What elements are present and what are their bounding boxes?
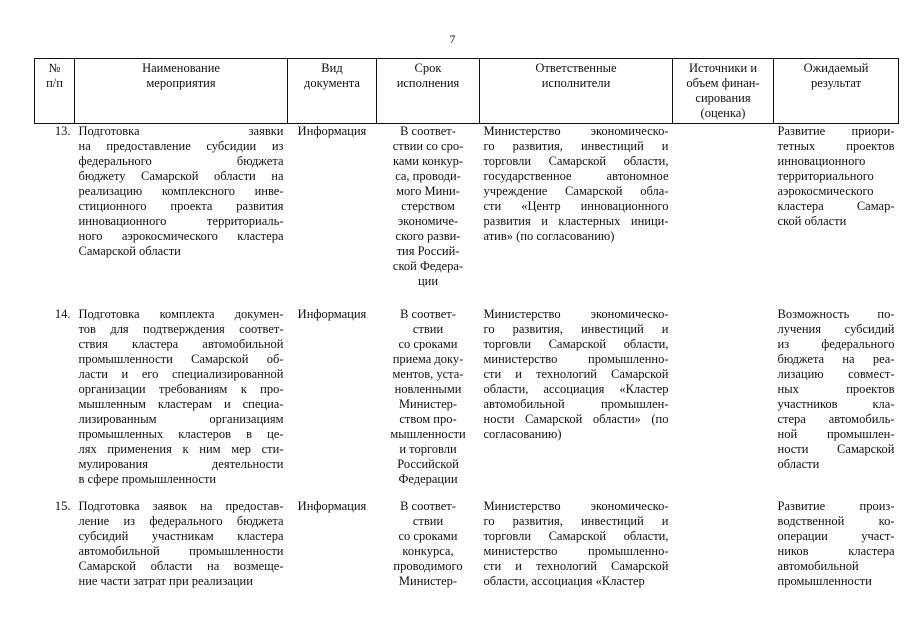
cell-line: инновационного территориаль- <box>78 214 284 228</box>
cell-line: ции <box>417 274 439 288</box>
cell-line: сти и технологий Самарской <box>483 559 669 573</box>
cell-line: промышленности Самарской об- <box>78 352 284 366</box>
responsible-executors <box>480 307 673 499</box>
header-doc-type <box>288 59 377 124</box>
header-line: Наименование <box>142 61 220 75</box>
cell-line: Российской <box>397 457 459 471</box>
header-line: Ожидаемый <box>803 61 869 75</box>
cell-line: мого Мини- <box>396 184 460 198</box>
cell-line: автомобильной <box>777 559 859 573</box>
cell-line: ментов, уста- <box>392 367 464 381</box>
cell-line: ление из федерального бюджета <box>78 514 284 528</box>
cell-line: проводимого <box>393 559 463 573</box>
funding-source <box>673 307 774 499</box>
execution-term <box>377 307 480 499</box>
cell-line: аэрокосмического <box>777 184 874 198</box>
cell-line: бюджету Самарской области на <box>78 169 284 183</box>
cell-line: новленными <box>394 382 462 396</box>
cell-line: водственной ко- <box>777 514 895 528</box>
cell-line: ствии со сро- <box>392 139 464 153</box>
cell-line: торговли Самарской области, <box>483 529 669 543</box>
header-result <box>774 59 899 124</box>
event-name <box>75 499 288 609</box>
cell-line: развития и кластерных иници- <box>483 214 669 228</box>
cell-line: промышленности <box>777 574 872 588</box>
cell-line: атив» (по согласованию) <box>483 229 615 243</box>
header-num <box>35 59 75 124</box>
cell-line: Развитие приори- <box>777 124 895 138</box>
cell-line: ной промышлен- <box>777 427 895 441</box>
cell-line: сти «Центр инновационного <box>483 199 669 213</box>
row-number: 14. <box>54 307 71 321</box>
cell-line: организации требованиям к про- <box>78 382 284 396</box>
table-row <box>35 499 899 609</box>
cell-line: лях применения к ним мер сти- <box>78 442 284 456</box>
cell-line: согласованию) <box>483 427 562 441</box>
cell-line: Подготовка комплекта докумен- <box>78 307 284 321</box>
cell-line: ской Федера- <box>392 259 464 273</box>
funding-source <box>673 499 774 609</box>
header-line: № <box>48 61 61 75</box>
cell-line: участников кла- <box>777 397 895 411</box>
cell-line: ствии <box>412 322 444 336</box>
execution-term <box>377 124 480 308</box>
header-line: сирования <box>695 91 751 105</box>
cell-line: сти и технологий Самарской <box>483 367 669 381</box>
header-name <box>75 59 288 124</box>
event-name <box>75 124 288 308</box>
cell-line: промышленных кластеров в це- <box>78 427 284 441</box>
cell-line: бюджета на реа- <box>777 352 895 366</box>
header-responsible <box>480 59 673 124</box>
cell-line: ствия кластера автомобильной <box>78 337 284 351</box>
header-line: (оценка) <box>700 106 746 120</box>
table-row <box>35 307 899 499</box>
cell-line: автомобильной промышлен- <box>483 397 669 411</box>
cell-line: ского разви- <box>395 229 461 243</box>
cell-line: В соответ- <box>400 307 456 321</box>
document-type: Информация <box>297 499 367 513</box>
execution-term <box>377 499 480 609</box>
cell-line: учреждение Самарской обла- <box>483 184 669 198</box>
responsible-executors <box>480 499 673 609</box>
cell-line: области <box>777 457 820 471</box>
cell-line: мулирования деятельности <box>78 457 284 471</box>
expected-result <box>774 124 899 308</box>
cell-line: министерство промышленно- <box>483 352 669 366</box>
cell-line: тов для подтверждения соответ- <box>78 322 284 336</box>
cell-line: тетных проектов <box>777 139 895 153</box>
plan-table <box>34 58 899 609</box>
cell-line: ласти и его специализированной <box>78 367 284 381</box>
cell-line: министерство промышленно- <box>483 544 669 558</box>
row-number: 15. <box>54 499 71 513</box>
header-line: исполнители <box>541 76 611 90</box>
cell-line: стерством <box>401 199 455 213</box>
cell-line: ности Самарской <box>777 442 895 456</box>
cell-line: го развития, инвестиций и <box>483 322 669 336</box>
document-type: Информация <box>297 307 367 321</box>
cell-line: субсидий участникам кластера <box>78 529 284 543</box>
table-body <box>35 124 899 610</box>
cell-line: приема доку- <box>392 352 464 366</box>
cell-line: федерального бюджета <box>78 154 284 168</box>
cell-line: в сфере промышленности <box>78 472 217 486</box>
cell-line: области, ассоциация «Кластер <box>483 382 669 396</box>
cell-line: Министерство экономическо- <box>483 307 669 321</box>
expected-result <box>774 307 899 499</box>
cell-line: конкурса, <box>402 544 454 558</box>
cell-line: го развития, инвестиций и <box>483 514 669 528</box>
header-line: документа <box>304 76 360 90</box>
cell-line: стиционного проекта развития <box>78 199 284 213</box>
cell-line: лизированным организациям <box>78 412 284 426</box>
cell-line: ных проектов <box>777 382 895 396</box>
cell-line: ством про- <box>399 412 457 426</box>
cell-line: са, проводи- <box>395 169 461 183</box>
header-line: мероприятия <box>146 76 216 90</box>
header-source <box>673 59 774 124</box>
table-row <box>35 124 899 308</box>
cell-line: торговли Самарской области, <box>483 154 669 168</box>
responsible-executors <box>480 124 673 308</box>
cell-line: лизацию совмест- <box>777 367 895 381</box>
cell-line: ного аэрокосмического кластера <box>78 229 284 243</box>
cell-line: стера автомобиль- <box>777 412 895 426</box>
cell-line: Федерации <box>398 472 458 486</box>
cell-line: из федерального <box>777 337 895 351</box>
cell-line: инновационного <box>777 154 866 168</box>
cell-line: В соответ- <box>400 499 456 513</box>
cell-line: ствии <box>412 514 444 528</box>
cell-line: области, ассоциация «Кластер <box>483 574 645 588</box>
cell-line: Подготовка заявок на предостав- <box>78 499 284 513</box>
header-line: результат <box>810 76 862 90</box>
expected-result <box>774 499 899 609</box>
cell-line: Развитие произ- <box>777 499 895 513</box>
cell-line: и торговли <box>399 442 457 456</box>
cell-line: ников кластера <box>777 544 895 558</box>
cell-line: ности Самарской области» (по <box>483 412 669 426</box>
cell-line: кластера Самар- <box>777 199 895 213</box>
cell-line: Подготовка заявки <box>78 124 284 138</box>
cell-line: торговли Самарской области, <box>483 337 669 351</box>
document-type: Информация <box>297 124 367 138</box>
cell-line: го развития, инвестиций и <box>483 139 669 153</box>
cell-line: Министер- <box>398 397 458 411</box>
cell-line: тия Россий- <box>396 244 460 258</box>
header-line: п/п <box>46 76 63 90</box>
header-line: Ответственные <box>535 61 617 75</box>
cell-line: лучения субсидий <box>777 322 895 336</box>
cell-line: со сроками <box>398 529 458 543</box>
cell-line: экономиче- <box>397 214 459 228</box>
header-line: Срок <box>414 61 442 75</box>
cell-line: Министерство экономическо- <box>483 499 669 513</box>
cell-line: ками конкур- <box>392 154 464 168</box>
header-line: Источники и <box>688 61 758 75</box>
funding-source <box>673 124 774 308</box>
header-term <box>377 59 480 124</box>
cell-line: операции участ- <box>777 529 895 543</box>
cell-line: автомобильной промышленности <box>78 544 284 558</box>
cell-line: Возможность по- <box>777 307 895 321</box>
cell-line: мышленности <box>390 427 466 441</box>
cell-line: ской области <box>777 214 847 228</box>
cell-line: ние части затрат при реализации <box>78 574 253 588</box>
cell-line: мышленным кластерам и специа- <box>78 397 284 411</box>
cell-line: со сроками <box>398 337 458 351</box>
table-header-row <box>35 59 899 124</box>
cell-line: реализацию комплексного инве- <box>78 184 284 198</box>
header-line: Вид <box>321 61 343 75</box>
page-number: 7 <box>449 32 456 46</box>
row-number: 13. <box>54 124 71 138</box>
cell-line: государственное автономное <box>483 169 669 183</box>
event-name <box>75 307 288 499</box>
header-line: исполнения <box>396 76 460 90</box>
cell-line: территориального <box>777 169 874 183</box>
cell-line: на предоставление субсидии из <box>78 139 284 153</box>
cell-line: Министерство экономическо- <box>483 124 669 138</box>
cell-line: Самарской области на возмеще- <box>78 559 284 573</box>
header-line: объем финан- <box>686 76 760 90</box>
cell-line: В соответ- <box>400 124 456 138</box>
cell-line: Самарской области <box>78 244 181 258</box>
cell-line: Министер- <box>398 574 458 588</box>
